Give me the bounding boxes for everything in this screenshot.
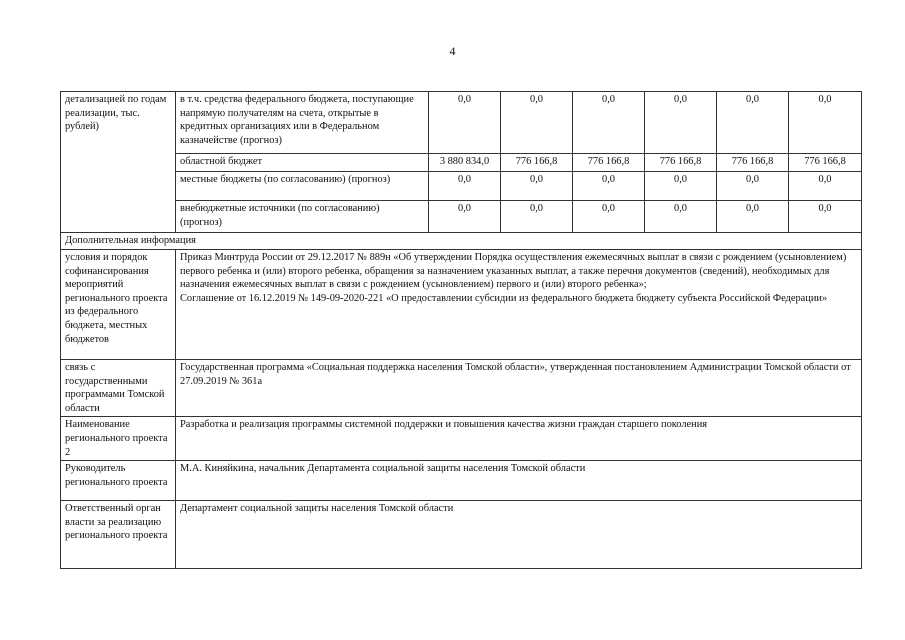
funding-value: 0,0 (717, 172, 789, 201)
funding-value: 776 166,8 (501, 154, 573, 172)
info-line: М.А. Киняйкина, начальник Департамента социальной защиты населения Томской области (180, 463, 586, 475)
info-row-content (176, 417, 862, 461)
funding-source-label: областной бюджет (176, 154, 429, 172)
funding-value: 0,0 (645, 201, 717, 233)
funding-value: 0,0 (789, 201, 862, 233)
funding-value: 3 880 834,0 (429, 154, 501, 172)
funding-value: 0,0 (573, 201, 645, 233)
info-row-label: Наименование регионального проекта 2 (61, 417, 176, 461)
funding-row-label: детализацией по годам реализации, тыс. рублей) (61, 92, 176, 233)
info-row (61, 417, 862, 461)
funding-value: 0,0 (717, 201, 789, 233)
funding-value: 0,0 (429, 92, 501, 154)
info-line: Департамент социальной защиты населения Томской области (180, 503, 454, 515)
info-row-content (176, 250, 862, 360)
funding-row (61, 92, 862, 154)
funding-value: 0,0 (429, 172, 501, 201)
funding-row (61, 201, 862, 233)
info-line: Соглашение от 16.12.2019 № 149-09-2020-221 «О предоставлении субсидии из федерального бюджета бюджету субъекта Российской Федерации» (180, 292, 828, 304)
funding-value: 776 166,8 (789, 154, 862, 172)
additional-info-heading: Дополнительная информация (61, 233, 862, 250)
funding-value: 776 166,8 (717, 154, 789, 172)
funding-row (61, 154, 862, 172)
info-row-label: Руководитель регионального проекта (61, 461, 176, 501)
funding-value: 0,0 (501, 92, 573, 154)
info-row (61, 461, 862, 501)
info-line: Разработка и реализация программы системной поддержки и повышения качества жизни граждан старшего поколения (180, 419, 708, 431)
funding-value: 0,0 (573, 172, 645, 201)
funding-value: 0,0 (789, 172, 862, 201)
page-number: 4 (449, 44, 456, 58)
info-row-label: Ответственный орган власти за реализацию регионального проекта (61, 501, 176, 569)
info-row (61, 250, 862, 360)
funding-source-label: местные бюджеты (по согласованию) (прогноз) (176, 172, 429, 201)
funding-source-label: в т.ч. средства федерального бюджета, поступающие напрямую получателям на счета, открытые в кредитных организациях или в Федеральном казначействе (прогноз) (176, 92, 429, 154)
funding-value: 776 166,8 (573, 154, 645, 172)
funding-value: 0,0 (501, 172, 573, 201)
info-row (61, 360, 862, 417)
funding-row (61, 172, 862, 201)
funding-value: 0,0 (501, 201, 573, 233)
info-row-content (176, 360, 862, 417)
funding-value: 0,0 (429, 201, 501, 233)
funding-source-label: внебюджетные источники (по согласованию) (прогноз) (176, 201, 429, 233)
info-line: Государственная программа «Социальная поддержка населения Томской области», утвержденная постановлением Администрации Томской области от 27.09.2019 № 361а (180, 362, 851, 387)
passport-table (60, 91, 862, 569)
funding-value: 0,0 (645, 172, 717, 201)
info-row-label: связь с государственными программами Томской области (61, 360, 176, 417)
funding-value: 0,0 (645, 92, 717, 154)
additional-info-heading-row (61, 233, 862, 250)
info-row-content (176, 501, 862, 569)
info-row-label: условия и порядок софинансирования мероприятий регионального проекта из федерального бюджета, местных бюджетов (61, 250, 176, 360)
info-row-content (176, 461, 862, 501)
funding-value: 0,0 (789, 92, 862, 154)
funding-value: 776 166,8 (645, 154, 717, 172)
funding-value: 0,0 (717, 92, 789, 154)
funding-value: 0,0 (573, 92, 645, 154)
info-line: Приказ Минтруда России от 29.12.2017 № 889н «Об утверждении Порядка осуществления ежемесячных выплат в связи с рождением (усыновлением) первого ребенка и (или) второго ребенка, обращения за назначением указанных выплат, а также перечня документов (сведений), необходимых для назначения ежемесячных выплат в связи с рождением (усыновлением) первого и (или) второго ребенка»; (180, 252, 847, 291)
info-row (61, 501, 862, 569)
